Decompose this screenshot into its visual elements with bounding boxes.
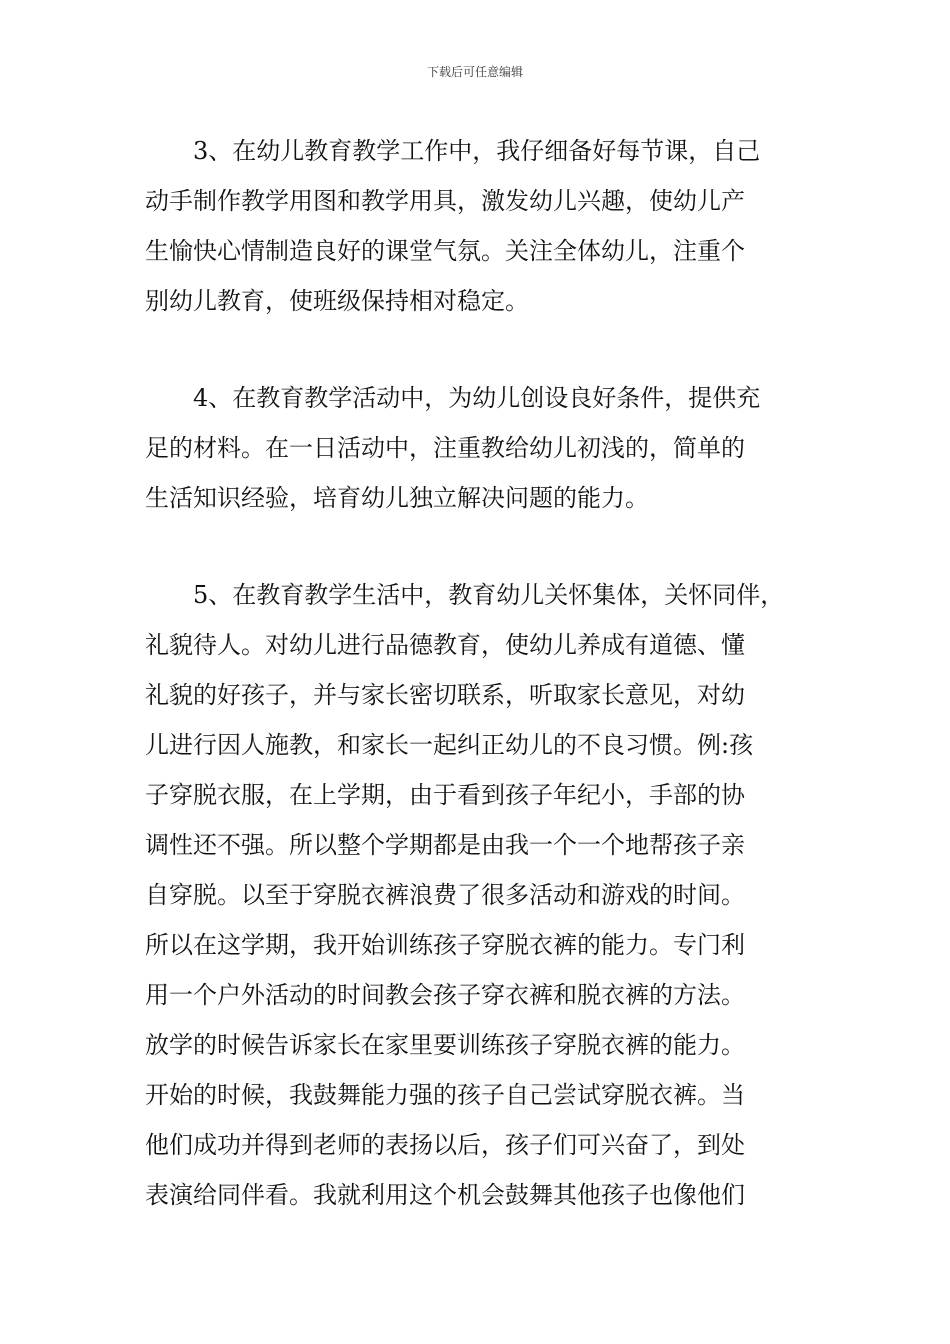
paragraph-line: 开始的时候，我鼓舞能力强的孩子自己尝试穿脱衣裤。当 (145, 1081, 745, 1109)
paragraph-line: 5、在教育教学生活中，教育幼儿关怀集体，关怀同伴， (193, 581, 785, 609)
paragraph-line: 生活知识经验，培育幼儿独立解决问题的能力。 (145, 484, 649, 512)
paragraph-line: 放学的时候告诉家长在家里要训练孩子穿脱衣裤的能力。 (145, 1031, 745, 1059)
paragraph-line: 动手制作教学用图和教学用具，激发幼儿兴趣，使幼儿产 (145, 187, 745, 215)
paragraph-line: 生愉快心情制造良好的课堂气氛。关注全体幼儿，注重个 (145, 237, 745, 265)
paragraph-line: 所以在这学期，我开始训练孩子穿脱衣裤的能力。专门利 (145, 931, 745, 959)
paragraph-line: 3、在幼儿教育教学工作中，我仔细备好每节课，自己 (193, 137, 761, 165)
paragraph-line: 他们成功并得到老师的表扬以后，孩子们可兴奋了，到处 (145, 1131, 745, 1159)
paragraph-line: 足的材料。在一日活动中，注重教给幼儿初浅的，简单的 (145, 434, 745, 462)
page-header-note: 下载后可任意编辑 (426, 65, 523, 79)
paragraph-line: 用一个户外活动的时间教会孩子穿衣裤和脱衣裤的方法。 (145, 981, 745, 1009)
paragraph-line: 自穿脱。以至于穿脱衣裤浪费了很多活动和游戏的时间。 (145, 881, 745, 909)
paragraph-line: 表演给同伴看。我就利用这个机会鼓舞其他孩子也像他们 (145, 1181, 745, 1209)
paragraph-line: 儿进行因人施教，和家长一起纠正幼儿的不良习惯。例:孩 (145, 731, 754, 759)
paragraph-line: 礼貌待人。对幼儿进行品德教育，使幼儿养成有道德、懂 (145, 631, 745, 659)
paragraph-line: 调性还不强。所以整个学期都是由我一个一个地帮孩子亲 (145, 831, 745, 859)
paragraph-line: 别幼儿教育，使班级保持相对稳定。 (145, 287, 529, 315)
paragraph-line: 子穿脱衣服，在上学期，由于看到孩子年纪小，手部的协 (145, 781, 745, 809)
paragraph-line: 4、在教育教学活动中，为幼儿创设良好条件，提供充 (193, 384, 761, 412)
paragraph-line: 礼貌的好孩子，并与家长密切联系，听取家长意见，对幼 (145, 681, 745, 709)
